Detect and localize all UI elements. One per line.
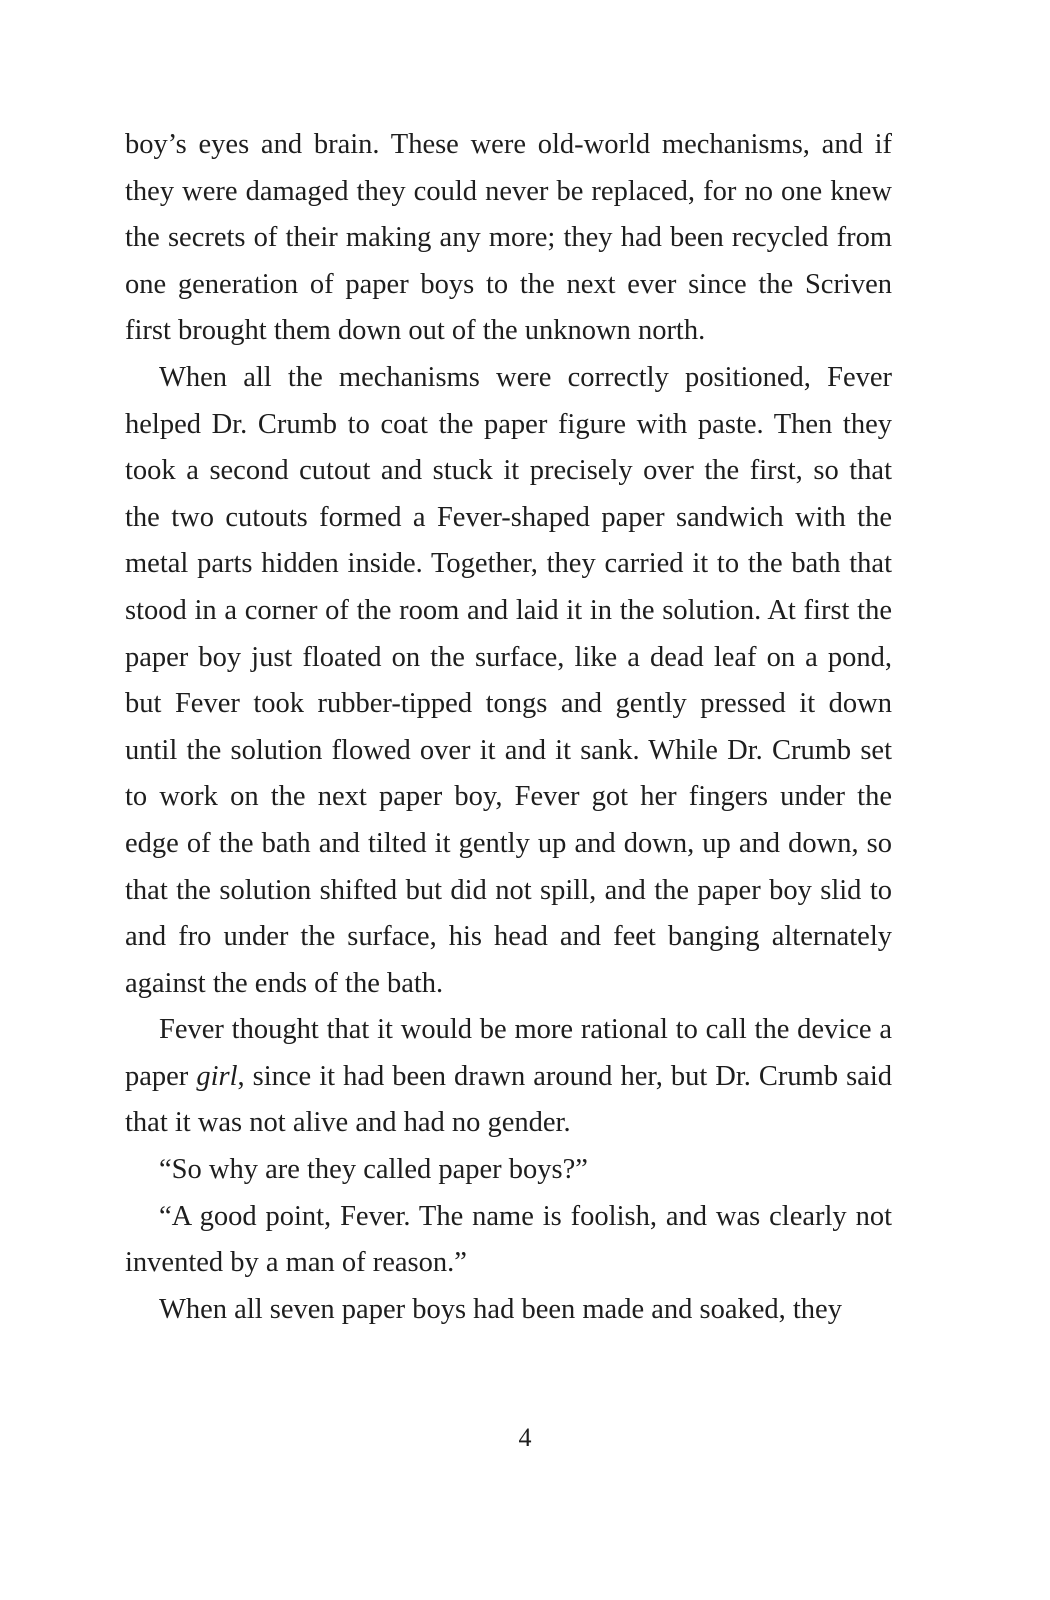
paragraph-mechanisms: When all the mechanisms were correctly positioned, Fever helped Dr. Crumb to coat the paper figure with paste. Then they took a second cutout and stuck it precisely over the first, so that the two cutouts formed a Fever-shaped paper sandwich with the metal parts hidden inside. Together, they carried it to the bath that stood in a corner of the room and laid it in the solution. At first the paper boy just floated on the surface, like a dead leaf on a pond, but Fever took rubber-tipped tongs and gently pressed it down until the solution flowed over it and it sank. While Dr. Crumb set to work on the next paper boy, Fever got her fingers under the edge of the bath and tilted it gently up and down, up and down, so that the solution shifted but did not spill, and the paper boy slid to and fro under the surface, his head and feet banging alternately against the ends of the bath.	[125, 361, 892, 999]
paragraph-seven-paper-boys: When all seven paper boys had been made and soaked, they	[159, 1293, 842, 1325]
paragraph-paper-girl-start: Fever thought that it would be more rational to call the device a paper	[125, 1014, 892, 1092]
italic-word-girl: girl	[196, 1060, 238, 1092]
dialogue-answer: “A good point, Fever. The name is foolish, and was clearly not invented by a man of reason.”	[125, 1200, 892, 1279]
paragraph-paper-girl	[125, 1007, 892, 1147]
body-text	[125, 122, 892, 1333]
dialogue-question: “So why are they called paper boys?”	[159, 1154, 588, 1186]
page-number: 4	[518, 1423, 532, 1452]
paragraph-paper-girl-end: , since it had been drawn around her, but Dr. Crumb said that it was not alive and had no gender.	[125, 1060, 892, 1139]
paragraph-continued: boy’s eyes and brain. These were old-world mechanisms, and if they were damaged they could never be replaced, for no one knew the secrets of their making any more; they had been recycled from one generation of paper boys to the next ever since the Scriven first brought them down out of the unknown north.	[125, 129, 892, 347]
